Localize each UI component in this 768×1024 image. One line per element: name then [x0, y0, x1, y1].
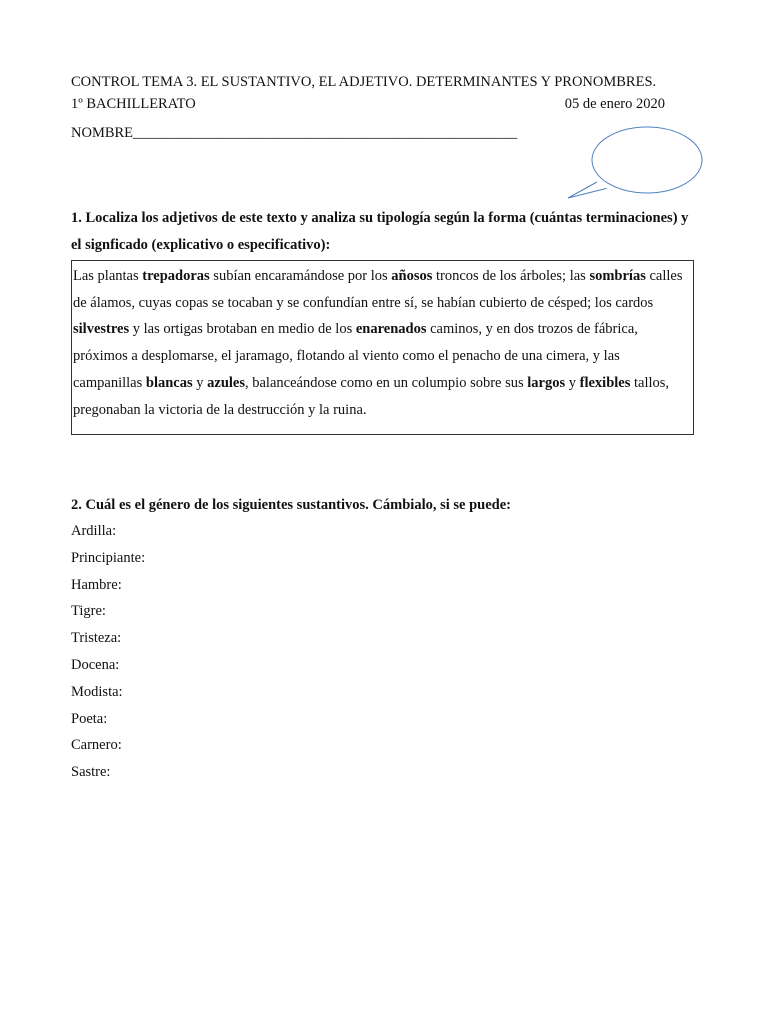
- question-2-prompt: 2. Cuál es el género de los siguientes sustantivos. Cámbialo, si se puede:: [71, 497, 511, 513]
- adjective-highlight: trepadoras: [142, 268, 210, 284]
- text-segment: y: [192, 374, 208, 391]
- adjective-highlight: azules: [207, 374, 245, 391]
- list-item: Tigre:: [71, 603, 106, 620]
- text-segment: caminos, y en dos trozos de fábrica, próximos a desplomarse, el jaramago, flotando al viento como el penacho de una cimera, y las campanillas: [73, 321, 638, 391]
- speech-bubble-icon: [566, 126, 706, 202]
- adjectives-text-box: [71, 260, 694, 435]
- adjective-highlight: flexibles: [579, 374, 631, 391]
- course-date-row: [71, 96, 701, 123]
- list-item: Sastre:: [71, 764, 111, 781]
- adjective-highlight: largos: [527, 374, 566, 391]
- text-segment: Las plantas: [73, 268, 143, 284]
- exam-date: 05 de enero 2020: [564, 96, 665, 112]
- text-segment: subían encaramándose por los: [209, 268, 392, 284]
- text-segment: calles de álamos, cuyas copas se tocaban y se confundían entre sí, se habían cubierto de césped; los cardos: [73, 268, 683, 311]
- adjective-highlight: enarenados: [355, 321, 427, 338]
- text-segment: tallos, pregonaban la victoria de la destrucción y la ruina.: [73, 374, 670, 418]
- list-item: Principiante:: [71, 549, 146, 566]
- text-segment: y las ortigas brotaban en medio de los: [129, 321, 356, 338]
- list-item: Carnero:: [71, 737, 122, 754]
- adjective-highlight: sombrías: [589, 268, 646, 284]
- noun-list: [71, 518, 145, 786]
- question-1-prompt: 1. Localiza los adjetivos de este texto y analiza su tipología según la forma (cuántas terminaciones) y el signficado (explicativo o especificativo):: [71, 210, 689, 253]
- adjective-highlight: añosos: [391, 268, 433, 284]
- list-item: Tristeza:: [71, 630, 122, 647]
- adjective-highlight: blancas: [145, 374, 193, 391]
- course-label: 1º BACHILLERATO: [71, 96, 196, 112]
- name-field: NOMBRE_____________________________________________________: [71, 125, 518, 141]
- list-item: Ardilla:: [71, 523, 117, 539]
- list-item: Modista:: [71, 683, 123, 700]
- text-segment: , balanceándose como en un columpio sobre sus: [245, 374, 528, 391]
- exam-title: CONTROL TEMA 3. EL SUSTANTIVO, EL ADJETIVO. DETERMINANTES Y PRONOMBRES.: [71, 74, 657, 90]
- list-item: Hambre:: [71, 576, 122, 593]
- adjective-highlight: silvestres: [73, 321, 130, 338]
- text-segment: troncos de los árboles; las: [432, 268, 590, 284]
- list-item: Poeta:: [71, 710, 108, 727]
- list-item: Docena:: [71, 656, 120, 673]
- text-segment: y: [565, 374, 580, 391]
